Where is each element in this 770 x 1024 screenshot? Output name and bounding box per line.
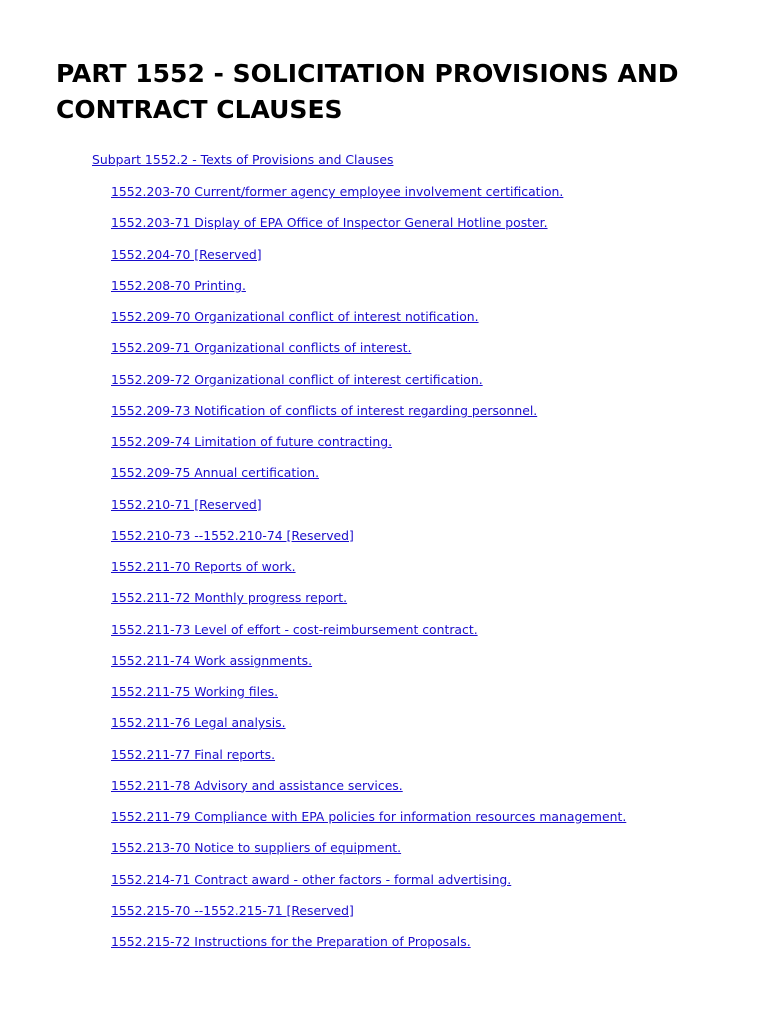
list-item [111,650,626,681]
list-item [111,837,626,868]
list-item [111,212,626,243]
list-item [111,931,626,962]
list-item [111,775,626,806]
list-item [111,525,626,556]
clause-link-1552-209-74[interactable]: 1552.209-74 Limitation of future contracting. [111,434,393,449]
clause-link-1552-211-74[interactable]: 1552.211-74 Work assignments. [111,652,313,668]
list-item [111,681,626,712]
clause-link-1552-208-70[interactable]: 1552.208-70 Printing. [111,277,246,293]
clause-link-1552-211-75[interactable]: 1552.211-75 Working files. [111,684,279,699]
clause-link-1552-211-77[interactable]: 1552.211-77 Final reports. [111,746,276,762]
list-item [111,369,626,400]
list-item [111,806,626,837]
list-item [111,587,626,618]
list-item [111,744,626,775]
clause-link-1552-209-71[interactable]: 1552.209-71 Organizational conflicts of interest. [111,340,412,356]
list-item [111,712,626,743]
clause-link-1552-203-70[interactable]: 1552.203-70 Current/former agency employee involvement certification. [111,184,564,199]
clause-link-1552-214-71[interactable]: 1552.214-71 Contract award - other factors - formal advertising. [111,871,512,887]
clause-link-1552-213-70[interactable]: 1552.213-70 Notice to suppliers of equipment. [111,840,402,856]
list-item [111,244,626,275]
clause-link-1552-215-72[interactable]: 1552.215-72 Instructions for the Preparation of Proposals. [111,934,471,949]
clause-link-1552-211-72[interactable]: 1552.211-72 Monthly progress report. [111,590,348,606]
list-item [111,181,626,212]
clause-link-1552-209-73[interactable]: 1552.209-73 Notification of conflicts of interest regarding personnel. [111,402,538,418]
clause-link-1552-211-73[interactable]: 1552.211-73 Level of effort - cost-reimbursement contract. [111,621,478,637]
clause-link-1552-209-72[interactable]: 1552.209-72 Organizational conflict of interest certification. [111,371,483,387]
clause-link-1552-211-78[interactable]: 1552.211-78 Advisory and assistance services. [111,777,403,793]
list-item [111,431,626,462]
list-item [111,337,626,368]
subpart-link[interactable]: Subpart 1552.2 - Texts of Provisions and Clauses [92,152,394,167]
clause-link-1552-215-70[interactable]: 1552.215-70 --1552.215-71 [Reserved] [111,902,354,918]
clause-link-1552-211-79[interactable]: 1552.211-79 Compliance with EPA policies for information resources management. [111,809,627,824]
clause-link-1552-210-73[interactable]: 1552.210-73 --1552.210-74 [Reserved] [111,527,354,543]
clause-link-1552-209-70[interactable]: 1552.209-70 Organizational conflict of interest notification. [111,309,479,324]
clause-list [111,181,626,962]
list-item [111,900,626,931]
clause-link-1552-209-75[interactable]: 1552.209-75 Annual certification. [111,465,320,481]
list-item [111,494,626,525]
list-item [111,619,626,650]
clause-link-1552-210-71[interactable]: 1552.210-71 [Reserved] [111,496,262,512]
list-item [111,556,626,587]
page-title: PART 1552 - SOLICITATION PROVISIONS AND CONTRACT CLAUSES [56,59,679,124]
list-item [111,306,626,337]
clause-link-1552-211-76[interactable]: 1552.211-76 Legal analysis. [111,715,286,731]
list-item [111,869,626,900]
clause-link-1552-204-70[interactable]: 1552.204-70 [Reserved] [111,246,262,262]
list-item [111,275,626,306]
clause-link-1552-203-71[interactable]: 1552.203-71 Display of EPA Office of Inspector General Hotline poster. [111,215,548,231]
list-item [111,400,626,431]
list-item [111,462,626,493]
clause-link-1552-211-70[interactable]: 1552.211-70 Reports of work. [111,559,296,574]
